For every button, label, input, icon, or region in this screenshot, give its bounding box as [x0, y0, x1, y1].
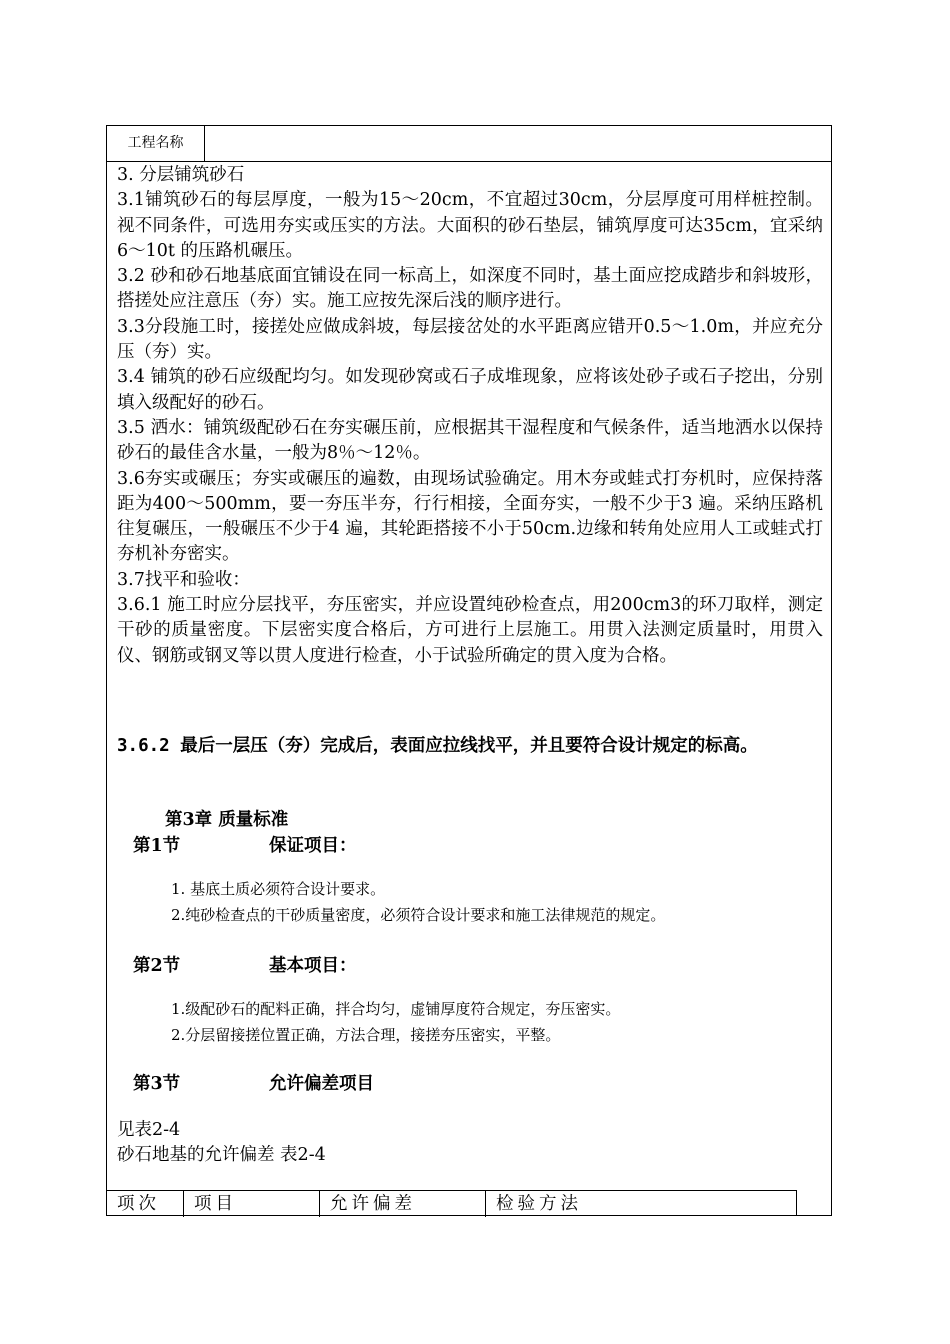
project-name-label: 工程名称 — [107, 126, 205, 161]
section-1-item-1: 1. 基底土质必须符合设计要求。 — [171, 880, 386, 898]
section-2-item-2: 2.分层留接搓位置正确，方法合理，接搓夯压密实，平整。 — [171, 1026, 561, 1044]
paragraph-3-5: 3.5 洒水：铺筑级配砂石在夯实碾压前，应根据其干湿程度和气候条件，适当地洒水以保持砂石的最佳含水量，一般为8％～12％。 — [117, 417, 824, 464]
table-caption: 砂石地基的允许偏差 表2-4 — [117, 1145, 326, 1165]
section-1-item-2: 2.纯砂检查点的干砂质量密度，必须符合设计要求和施工法律规范的规定。 — [171, 906, 666, 924]
paragraph-3-2: 3.2 砂和砂石地基底面宜铺设在同一标高上，如深度不同时，基土面应挖成踏步和斜坡形，搭搓处应注意压（夯）实。施工应按先深后浅的顺序进行。 — [117, 266, 824, 312]
table-header-item-no: 项次 — [107, 1191, 184, 1217]
content-area — [117, 163, 823, 669]
paragraph-3-4: 3.4 铺筑的砂石应级配均匀。如发现砂窝或石子成堆现象，应将该处砂子或石子挖出，分别填入级配好的砂石。 — [117, 367, 824, 413]
section-2-number: 第2节 — [133, 956, 181, 976]
paragraph-3-1: 3.1铺筑砂石的每层厚度，一般为15～20cm，不宜超过30cm，分层厚度可用样桩控制。视不同条件，可选用夯实或压实的方法。大面积的砂石垫层，铺筑厚度可达35cm，宜采纳6～10t 的压路机碾压。 — [117, 190, 823, 261]
paragraph-3-6: 3.6夯实或碾压；夯实或碾压的遍数，由现场试验确定。用木夯或蛙式打夯机时，应保持落距为400～500mm，要一夯压半夯，行行相接，全面夯实，一般不少于3 遍。采纳压路机往复碾压，一般碾压不少于4 遍，其轮距搭接不小于50cm.边缘和转角处应用人工或蛙式打夯机补夯密实。 — [117, 468, 823, 565]
paragraph-3-7: 3.7找平和验收： — [117, 569, 250, 590]
paragraph-3-6-2: 3.6.2 最后一层压（夯）完成后，表面应拉线找平，并且要符合设计规定的标高。 — [117, 736, 758, 756]
paragraph-3: 3. 分层铺筑砂石 — [117, 165, 245, 185]
document-frame — [106, 125, 832, 1216]
table-header-method: 检验方法 — [496, 1194, 582, 1214]
table-header-tolerance: 允许偏差 — [320, 1191, 486, 1217]
chapter-title: 第3章 质量标准 — [165, 810, 289, 830]
section-2-item-1: 1.级配砂石的配料正确，拌合均匀，虚铺厚度符合规定，夯压密实。 — [171, 1000, 621, 1018]
section-1-number: 第1节 — [133, 836, 181, 856]
paragraph-3-6-1: 3.6.1 施工时应分层找平，夯压密实，并应设置纯砂检查点，用200cm3的环刀取样，测定干砂的质量密度。下层密实度合格后，方可进行上层施工。用贯入法测定质量时，用贯入仪、钢筋或钢叉等以贯人度进行检查，小于试验所确定的贯入度为合格。 — [117, 595, 823, 666]
section-3-title: 允许偏差项目 — [269, 1074, 374, 1094]
see-table-ref: 见表2-4 — [117, 1120, 181, 1140]
paragraph-3-3: 3.3分段施工时，接搓处应做成斜坡，每层接岔处的水平距离应错开0.5～1.0m，并应充分压（夯）实。 — [117, 316, 823, 363]
header-row — [107, 126, 831, 162]
section-2-title: 基本项目： — [269, 956, 357, 976]
section-1-title: 保证项目： — [269, 836, 357, 856]
section-3-number: 第3节 — [133, 1074, 181, 1094]
table-header-item: 项目 — [184, 1191, 320, 1217]
deviation-table-header — [107, 1190, 797, 1216]
